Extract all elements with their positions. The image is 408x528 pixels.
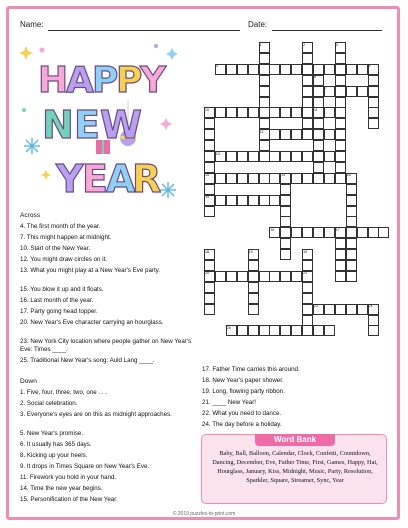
across-clue: 4. The first month of the year. (20, 223, 101, 230)
clue-number: 15 (205, 173, 209, 178)
crossword-cell[interactable] (324, 304, 335, 315)
crossword-cell[interactable] (324, 151, 335, 162)
down-clue: 17. Father Time carries this around. (202, 366, 300, 373)
crossword-cell[interactable] (291, 129, 302, 140)
crossword-cell[interactable] (248, 304, 259, 315)
crossword-cell[interactable] (259, 53, 270, 64)
crossword-cell[interactable] (302, 173, 313, 184)
crossword-cell[interactable] (291, 227, 302, 238)
crossword-cell[interactable] (204, 129, 215, 140)
clue-number: 25 (226, 325, 231, 330)
word-bank-words: Baby, Ball, Balloon, Calendar, Clock, Confetti, Countdown, Dancing, December, Eve, Father Time, First, Games, Happy, Hat, Hourglass, January, Kiss, Midnight, Music, Party, Resolution, Sparkler, Square, Streamer, Sync, Year (212, 450, 378, 484)
crossword-cell[interactable] (313, 325, 324, 336)
crossword-cell[interactable] (204, 206, 215, 217)
crossword-cell[interactable] (280, 216, 291, 227)
happy-word (38, 60, 167, 101)
down-clue: 21. ____ New Year! (202, 399, 257, 406)
crossword-cell[interactable] (280, 227, 291, 238)
crossword-cell[interactable] (368, 315, 379, 326)
crossword-cell[interactable] (313, 173, 324, 184)
crossword-cell[interactable] (248, 325, 259, 336)
crossword-cell[interactable] (324, 227, 335, 238)
year-word (55, 157, 161, 201)
svg-text:A: A (66, 60, 94, 101)
down-clue: 19. Long, flowing party ribbon. (202, 388, 285, 395)
svg-text:E: E (82, 157, 108, 201)
clue-number: 14 (281, 173, 286, 178)
crossword-cell[interactable] (335, 118, 346, 129)
svg-text:R: R (132, 157, 162, 201)
down-clue: 11. Firework you hold in your hand. (20, 474, 117, 481)
across-clue: 13. What you might play at a New Year's Eve party. (20, 267, 161, 274)
across-clue: 23. New York City location where people gather on New Year's Eve: Times ____. (20, 338, 192, 353)
crossword-cell[interactable] (269, 151, 280, 162)
clue-number: 19 (303, 249, 308, 254)
date-label: Date: (248, 20, 268, 29)
crossword-cell[interactable] (313, 129, 324, 140)
down-clue: 9. It drops in Times Square on New Year's Eve. (20, 463, 150, 470)
crossword-cell[interactable] (313, 97, 324, 108)
crossword-cell[interactable] (259, 86, 270, 97)
crossword-cell[interactable] (215, 107, 226, 118)
crossword-cell[interactable] (302, 293, 313, 304)
crossword-cell[interactable] (346, 260, 357, 271)
crossword-cell[interactable] (237, 195, 248, 206)
crossword-cell[interactable] (204, 140, 215, 151)
crossword-cell[interactable] (269, 173, 280, 184)
crossword-cell[interactable] (226, 195, 237, 206)
clue-number: 3 (335, 42, 338, 47)
happy-new-year-artwork (16, 40, 184, 202)
crossword-cell[interactable] (335, 75, 346, 86)
crossword-cell[interactable] (357, 64, 368, 75)
down-clue: 22. What you need to dance. (202, 410, 282, 417)
clue-number: 5 (368, 64, 371, 69)
down-clue: 14. Time the new year begins. (20, 485, 103, 492)
crossword-cell[interactable] (248, 282, 259, 293)
word-bank (201, 434, 387, 504)
svg-text:E: E (74, 103, 100, 147)
clue-number: 16 (346, 173, 351, 178)
down-clue: 5. New Year's promise. (20, 430, 84, 437)
name-label: Name: (20, 20, 44, 29)
copyright-footer: © 2019 puzzles-to-print.com (172, 511, 236, 517)
crossword-cell[interactable] (302, 304, 313, 315)
down-clue: 8. Kicking up your heels. (20, 452, 88, 459)
crossword-cell[interactable] (368, 86, 379, 97)
crossword-cell[interactable] (259, 118, 270, 129)
crossword-cell[interactable] (259, 107, 270, 118)
crossword-cell[interactable] (204, 293, 215, 304)
crossword-cell[interactable] (335, 162, 346, 173)
crossword-cell[interactable] (335, 86, 346, 97)
crossword-cell[interactable] (357, 86, 368, 97)
crossword-cell[interactable] (335, 53, 346, 64)
crossword-cell[interactable] (237, 64, 248, 75)
crossword-cell[interactable] (335, 107, 346, 118)
crossword-cell[interactable] (368, 75, 379, 86)
crossword-cell[interactable] (291, 325, 302, 336)
crossword-cell[interactable] (368, 107, 379, 118)
crossword-cell[interactable] (204, 151, 215, 162)
crossword-cell[interactable] (204, 184, 215, 195)
down-clue: 15. Personification of the New Year. (20, 496, 118, 503)
new-word (42, 103, 142, 147)
across-clue: 7. This might happen at midnight. (20, 234, 112, 241)
svg-text:H: H (38, 60, 69, 101)
crossword-cell[interactable] (248, 173, 259, 184)
crossword-cell[interactable] (280, 249, 291, 260)
down-clue: 1. Five, four, three, two, one . . . (20, 389, 108, 396)
clue-number: 11 (314, 107, 318, 112)
crossword-cell[interactable] (335, 173, 346, 184)
crossword-cell[interactable] (237, 151, 248, 162)
crossword-cell[interactable] (204, 260, 215, 271)
across-clue: 25. Traditional New Year's song: Auld Lang ____. (20, 357, 155, 364)
crossword-cell[interactable] (324, 325, 335, 336)
crossword-cell[interactable] (259, 151, 270, 162)
svg-text:Y: Y (140, 60, 167, 101)
svg-text:Y: Y (56, 157, 84, 201)
crossword-cell[interactable] (346, 195, 357, 206)
crossword-cell[interactable] (237, 107, 248, 118)
crossword-cell[interactable] (215, 173, 226, 184)
crossword-cell[interactable] (280, 325, 291, 336)
crossword-cell[interactable] (302, 282, 313, 293)
crossword-cell[interactable] (335, 271, 346, 282)
crossword-cell[interactable] (378, 227, 389, 238)
crossword-cell[interactable] (335, 249, 346, 260)
crossword-cell[interactable] (269, 271, 280, 282)
svg-text:N: N (42, 103, 74, 147)
crossword-cell[interactable] (302, 86, 313, 97)
svg-text:A: A (106, 157, 136, 201)
crossword-cell[interactable] (237, 173, 248, 184)
crossword-cell[interactable] (324, 64, 335, 75)
crossword-cell[interactable] (368, 325, 379, 336)
crossword-cell[interactable] (346, 238, 357, 249)
down-clue: 2. Social celebration. (20, 400, 78, 407)
crossword-cell[interactable] (248, 260, 259, 271)
crossword-cell[interactable] (259, 173, 270, 184)
crossword-cell[interactable] (313, 140, 324, 151)
crossword-cell[interactable] (237, 271, 248, 282)
crossword-cell[interactable] (335, 140, 346, 151)
crossword-cell[interactable] (346, 184, 357, 195)
svg-text:W: W (100, 103, 142, 147)
crossword-cell[interactable] (302, 129, 313, 140)
across-clue: 16. Last month of the year. (20, 297, 94, 304)
crossword-cell[interactable] (346, 86, 357, 97)
crossword-cell[interactable] (302, 151, 313, 162)
clue-number: 19 (248, 249, 253, 254)
clue-number: 6 (314, 75, 316, 80)
clue-number: 16 (270, 227, 275, 232)
crossword-cell[interactable] (259, 97, 270, 108)
crossword-cell[interactable] (226, 173, 237, 184)
crossword-cell[interactable] (226, 64, 237, 75)
clue-number: 15 (205, 195, 209, 200)
crossword-cell[interactable] (259, 140, 270, 151)
crossword-cell[interactable] (226, 151, 237, 162)
clue-number: 22 (303, 271, 308, 276)
crossword-cell[interactable] (302, 97, 313, 108)
crossword-cell[interactable] (248, 151, 259, 162)
crossword-cell[interactable] (302, 75, 313, 86)
crossword-cell[interactable] (302, 260, 313, 271)
crossword-cell[interactable] (280, 195, 291, 206)
clue-number: 1 (259, 42, 262, 47)
crossword-cell[interactable] (368, 118, 379, 129)
crossword-cell[interactable] (280, 184, 291, 195)
crossword-cell[interactable] (357, 304, 368, 315)
crossword-cell[interactable] (346, 227, 357, 238)
down-clue: 24. The day before a holiday. (202, 421, 282, 428)
crossword-cell[interactable] (248, 271, 259, 282)
crossword-cell[interactable] (346, 216, 357, 227)
crossword-cell[interactable] (368, 97, 379, 108)
crossword-cell[interactable] (368, 227, 379, 238)
crossword-cell[interactable] (204, 118, 215, 129)
crossword-cell[interactable] (280, 129, 291, 140)
crossword-cell[interactable] (335, 304, 346, 315)
crossword-cell[interactable] (302, 315, 313, 326)
crossword-cell[interactable] (302, 64, 313, 75)
crossword-cell[interactable] (346, 249, 357, 260)
crossword-cell[interactable] (313, 227, 324, 238)
crossword-cell[interactable] (291, 151, 302, 162)
clue-number: 12 (259, 129, 264, 134)
crossword-cell[interactable] (335, 64, 346, 75)
crossword-cell[interactable] (269, 195, 280, 206)
crossword-cell[interactable] (204, 304, 215, 315)
crossword-cell[interactable] (302, 107, 313, 118)
crossword-cell[interactable] (346, 64, 357, 75)
crossword-cell[interactable] (226, 107, 237, 118)
svg-text:P: P (116, 60, 143, 101)
crossword-cell[interactable] (215, 271, 226, 282)
crossword-cell[interactable] (335, 151, 346, 162)
svg-text:P: P (92, 60, 119, 101)
crossword-cell[interactable] (280, 238, 291, 249)
crossword-cell[interactable] (259, 271, 270, 282)
crossword-cell[interactable] (259, 64, 270, 75)
crossword-cell[interactable] (313, 162, 324, 173)
crossword-cell[interactable] (259, 325, 270, 336)
crossword-cell[interactable] (335, 129, 346, 140)
crossword-cell[interactable] (269, 325, 280, 336)
crossword-cell[interactable] (280, 206, 291, 217)
name-field[interactable] (48, 30, 240, 31)
crossword-cell[interactable] (291, 173, 302, 184)
clue-number: 24 (368, 304, 373, 309)
crossword-cell[interactable] (335, 238, 346, 249)
crossword-cell[interactable] (291, 64, 302, 75)
crossword-cell[interactable] (335, 260, 346, 271)
crossword-cell[interactable] (204, 162, 215, 173)
crossword-cell[interactable] (302, 118, 313, 129)
across-heading: Across (20, 212, 41, 219)
crossword-cell[interactable] (324, 173, 335, 184)
across-clue: 20. New Year's Eve character carrying an hourglass. (20, 319, 164, 326)
crossword-cell[interactable] (346, 271, 357, 282)
crossword-cell[interactable] (248, 64, 259, 75)
word-bank-title: Word Bank (255, 434, 335, 446)
crossword-cell[interactable] (215, 195, 226, 206)
crossword-cell[interactable] (335, 97, 346, 108)
crossword-cell[interactable] (259, 195, 270, 206)
crossword-cell[interactable] (313, 64, 324, 75)
crossword-cell[interactable] (357, 227, 368, 238)
clue-number: 17 (335, 227, 340, 232)
crossword-cell[interactable] (226, 271, 237, 282)
date-field[interactable] (272, 30, 382, 31)
crossword-cell[interactable] (313, 151, 324, 162)
crossword-cell[interactable] (269, 129, 280, 140)
crossword-cell[interactable] (204, 282, 215, 293)
crossword-cell[interactable] (324, 107, 335, 118)
crossword-cell[interactable] (302, 53, 313, 64)
clue-number: 23 (314, 304, 318, 309)
crossword-cell[interactable] (280, 271, 291, 282)
crossword-cell[interactable] (302, 227, 313, 238)
down-clue: 18. New Year's paper shower. (202, 377, 284, 384)
crossword-cell[interactable] (346, 206, 357, 217)
clue-number: 13 (215, 151, 220, 156)
clue-number: 4 (215, 64, 218, 69)
down-clue: 6. It usually has 365 days. (20, 441, 92, 448)
crossword-cell[interactable] (291, 107, 302, 118)
clue-number: 18 (205, 249, 209, 254)
crossword-cell[interactable] (259, 75, 270, 86)
across-clue: 15. You blow it up and it floats. (20, 286, 104, 293)
down-heading: Down (20, 378, 37, 385)
across-clue: 12. You might draw circles on it. (20, 256, 108, 263)
crossword-cell[interactable] (237, 325, 248, 336)
clue-number: 20 (205, 271, 209, 276)
crossword-cell[interactable] (313, 86, 324, 97)
crossword-cell[interactable] (280, 151, 291, 162)
crossword-cell[interactable] (324, 129, 335, 140)
crossword-cell[interactable] (280, 107, 291, 118)
crossword-cell[interactable] (313, 118, 324, 129)
crossword-cell[interactable] (291, 271, 302, 282)
crossword-cell[interactable] (302, 325, 313, 336)
crossword-cell[interactable] (248, 107, 259, 118)
crossword-cell[interactable] (280, 64, 291, 75)
down-clue: 3. Everyone's eyes are on this as midnight approaches. (20, 411, 172, 418)
clue-number: 7 (324, 86, 327, 91)
crossword-cell[interactable] (248, 195, 259, 206)
across-clue: 10. Start of the New Year. (20, 245, 91, 252)
crossword-cell[interactable] (248, 293, 259, 304)
clue-number: 10 (205, 107, 209, 112)
crossword-cell[interactable] (269, 64, 280, 75)
crossword-cell[interactable] (346, 304, 357, 315)
across-clue: 17. Party going head topper. (20, 308, 98, 315)
clue-number: 2 (303, 42, 306, 47)
crossword-cell[interactable] (269, 107, 280, 118)
